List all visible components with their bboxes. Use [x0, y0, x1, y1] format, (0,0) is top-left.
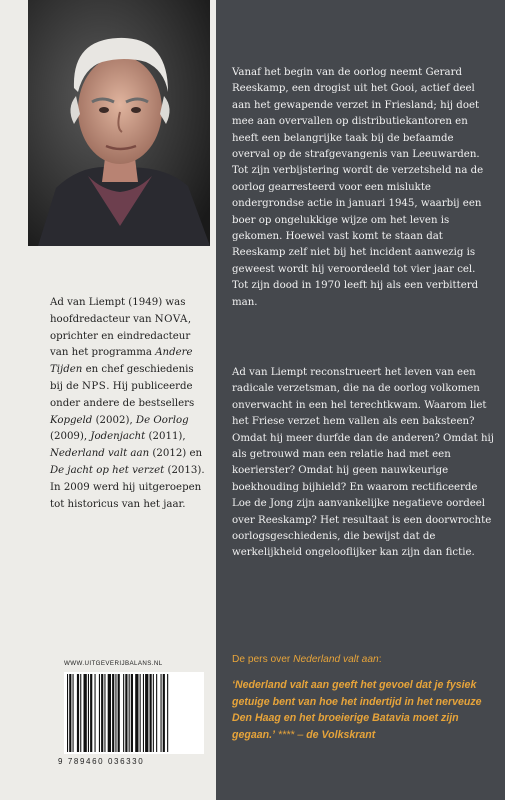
quote-title: Nederland valt aan: [234, 679, 330, 691]
bio-book-title: De Oorlog: [135, 414, 189, 426]
barcode-bar: [88, 674, 89, 752]
bio-text: en chef geschiedenis bij de: [50, 364, 194, 392]
quote-source: de Volkskrant: [306, 728, 376, 741]
bio-text: (2012) en: [149, 448, 203, 460]
barcode-bar: [67, 674, 68, 752]
barcode-bar: [156, 674, 157, 752]
bio-book-title: Jodenjacht: [90, 431, 146, 443]
blurb-paragraph-1: Vanaf het begin van de oorlog neemt Gerard Reeskamp, een drogist uit het Gooi, actief deel aan het gewapende verzet in Friesland; hij doet mee aan overvallen op distributiekantoren en heeft een belangrijke taak bij de befaamde overval op de strafgevangenis van Leeuwarden. Tot zijn verbijstering wordt de verzetsheld na de oorlog gearresteerd voor een mislukte ondergrondse actie in januari 1945, waarbij een boer op ongelukkige wijze om het leven is gekomen. Hoewel vast komt te staan dat Reeskamp zelf niet bij het incident aanwezig is geweest wordt hij veroordeeld tot vier jaar cel. Tot zijn dood in 1970 leeft hij als een verbitterd man.: [232, 67, 484, 308]
bio-text: Ad van Liempt (1949) was hoofdredacteur van: [50, 297, 186, 325]
barcode-bar: [104, 674, 105, 752]
quote-rating: **** –: [274, 728, 307, 741]
barcode-bar: [90, 674, 92, 752]
barcode-bar: [112, 674, 114, 752]
barcode-bar: [140, 674, 141, 752]
press-heading: [232, 654, 382, 665]
barcode-bar: [143, 674, 144, 752]
bio-book-title: Kopgeld: [50, 414, 93, 426]
bio-text: . Hij publiceerde onder andere de bestsellers: [50, 380, 195, 409]
quote-open: ‘: [232, 679, 235, 691]
barcode-bar: [80, 674, 81, 752]
press-heading-title: Nederland valt aan: [293, 654, 379, 665]
barcode-bar: [145, 674, 148, 752]
bio-program-title: Andere Tijden: [50, 347, 193, 376]
blurb-paragraph-2: Ad van Liempt reconstrueert het leven van een radicale verzetsman, die na de oorlog volkomen onverwacht in een hel terechtkwam. Waarom liet het Friese verzet hem vallen als een baksteen? Omdat hij meer durfde dan de anderen? Omdat hij als getrouwd man een relatie had met een koerierster? Omdat hij geen nauwkeurige boekhouding bijhield? En waarom rectificeerde Loe de Jong zijn aanvankelijke negatieve oordeel over Reeskamp? Het resultaat is een doorwrochte oorlogsgeschiedenis, die bewijst dat de werkelijkheid ongelooflijker kan zijn dan fictie.: [232, 367, 494, 559]
press-heading-prefix: De pers over: [232, 654, 294, 665]
barcode-bar: [77, 674, 79, 752]
barcode-bar: [95, 674, 96, 752]
barcode-bar: [163, 674, 165, 752]
barcode-bar: [115, 674, 116, 752]
author-photo: [28, 0, 210, 246]
barcode-bar: [150, 674, 152, 752]
publisher-url: WWW.UITGEVERIJBALANS.NL: [64, 660, 163, 667]
bio-text: , oprichter en eindredacteur van het programma: [50, 313, 192, 359]
author-portrait-icon: [28, 0, 210, 246]
isbn-barcode-icon: [64, 672, 204, 754]
barcode-bar: [99, 674, 100, 752]
quote-body: geeft het gevoel dat je fysiek getuige bent van hoe het indertijd in het nerveuze Den Haag en het broeierige Batavia moet zijn gegaan.’: [232, 679, 482, 741]
barcode-bar: [118, 674, 120, 752]
barcode-bar: [129, 674, 130, 752]
barcode-bar: [108, 674, 111, 752]
barcode-bar: [101, 674, 103, 752]
bio-text: (2013). In 2009 werd hij uitgeroepen tot historicus van het jaar.: [50, 464, 205, 510]
barcode-bar: [69, 674, 71, 752]
isbn-barcode: [64, 672, 204, 754]
press-heading-suffix: :: [378, 654, 382, 665]
bio-book-title: De jacht op het verzet: [50, 464, 165, 476]
bio-book-title: Nederland valt aan: [50, 448, 150, 460]
barcode-bar: [125, 674, 127, 752]
barcode-bar: [161, 674, 162, 752]
barcode-bar: [167, 674, 168, 752]
barcode-bar: [153, 674, 154, 752]
barcode-bar: [131, 674, 133, 752]
bio-text: (2011),: [145, 431, 186, 443]
bio-text: (2002),: [92, 414, 136, 426]
barcode-bar: [84, 674, 87, 752]
bio-nps: NPS: [81, 380, 107, 392]
barcode-bar: [73, 674, 74, 752]
bio-text: (2009),: [50, 431, 91, 443]
author-bio: [50, 295, 206, 513]
barcode-bar: [123, 674, 124, 752]
bio-nova: NOVA: [154, 313, 188, 325]
barcode-bar: [135, 674, 138, 752]
press-quote: [232, 677, 500, 743]
isbn-digits: 9 789460 036330: [58, 757, 145, 766]
